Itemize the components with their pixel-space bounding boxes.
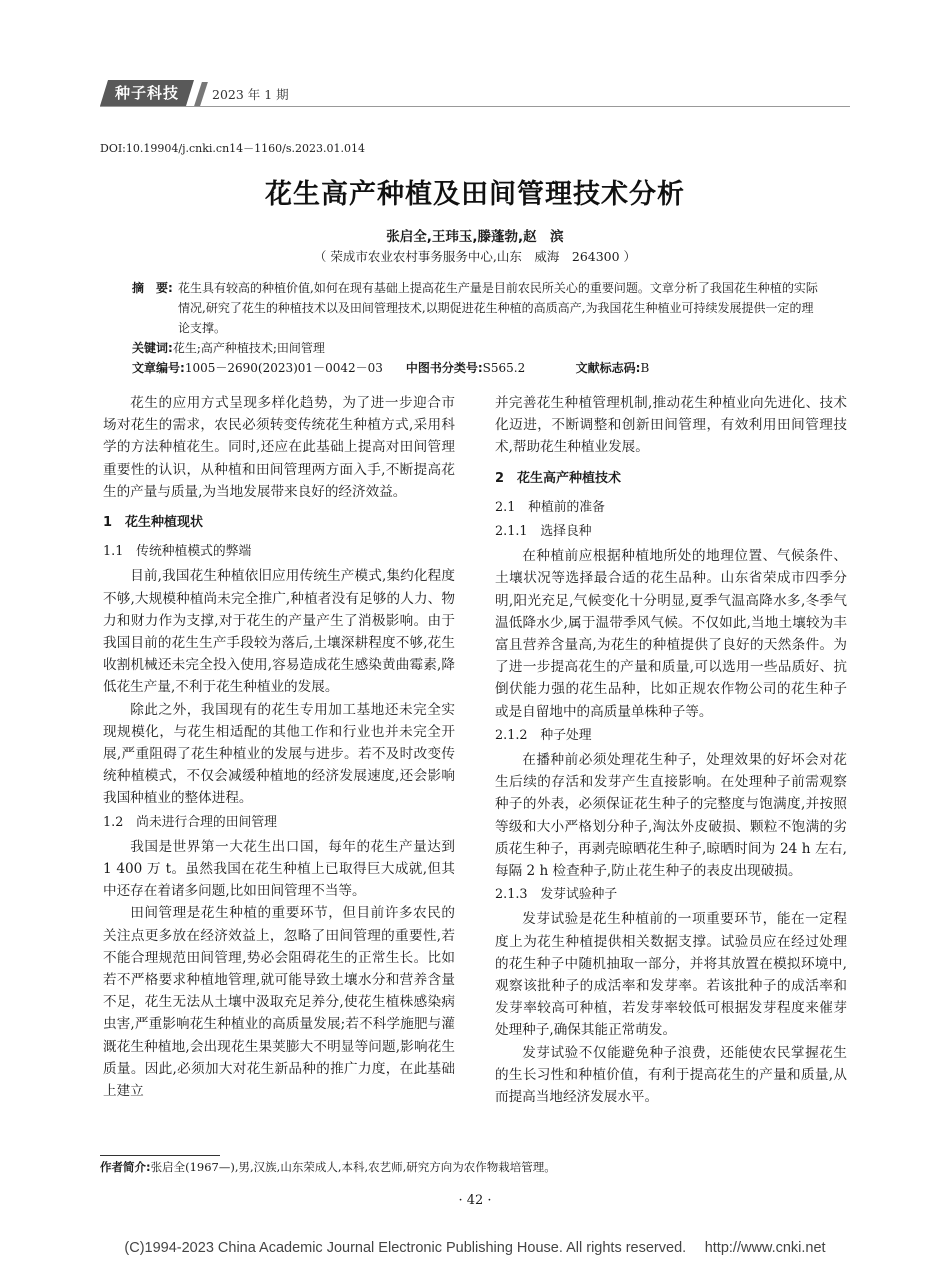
paragraph: 并完善花生种植管理机制,推动花生种植业向先进化、技术化迈进，不断调整和创新田间管理，有效利用田间管理技术,帮助花生种植业发展。 — [495, 395, 847, 456]
section-heading: 1 花生种植现状 — [103, 515, 204, 531]
right-column — [495, 392, 847, 1108]
footnote-label: 作者简介: — [100, 1160, 151, 1174]
doi: DOI:10.19904/j.cnki.cn14－1160/s.2023.01.014 — [100, 142, 365, 155]
document-code-value: B — [640, 361, 650, 375]
affiliation: （ 荣成市农业农村事务服务中心,山东 威海 264300 ） — [313, 249, 637, 264]
paragraph: 发芽试验是花生种植前的一项重要环节，能在一定程度上为花生种植提供相关数据支撑。试验员应在经过处理的花生种子中随机抽取一部分，并将其放置在模拟环境中,观察该批种子的成活率和发芽率。若该批种子的成活率和发芽率较高可种植，若发芽率较低可根据发芽程度来催芽处理种子,确保其能正常萌发。 — [495, 911, 847, 1039]
paragraph: 花生的应用方式呈现多样化趋势，为了进一步迎合市场对花生的需求，农民必须转变传统花生种植方式,采用科学的方法种植花生。同时,还应在此基础上提高对田间管理重要性的认识，从种植和田间管理两方面入手,不断提高花生的产量与质量,为当地发展带来良好的经济效益。 — [103, 395, 455, 500]
keywords-text: 花生;高产种植技术;田间管理 — [172, 341, 325, 355]
article-number-value: 1005－2690(2023)01－0042－03 — [184, 361, 383, 375]
authors: 张启全,王玮玉,滕蓬勃,赵 滨 — [386, 229, 564, 245]
footnote-text: 张启全(1967—),男,汉族,山东荣成人,本科,农艺师,研究方向为农作物栽培管理。 — [150, 1160, 556, 1174]
paragraph: 发芽试验不仅能避免种子浪费，还能使农民掌握花生的生长习性和种植价值，有利于提高花生的产量和质量,从而提高当地经济发展水平。 — [495, 1044, 847, 1106]
subsection-heading: 2.1.2 种子处理 — [495, 727, 592, 743]
footnote-rule — [100, 1155, 220, 1156]
paragraph: 在播种前必须处理花生种子，处理效果的好坏会对花生后续的存活和发芽产生直接影响。在处理种子前需观察种子的外表，必须保证花生种子的完整度与饱满度,并按照等级和大小严格划分种子,淘汰外皮破损、颗粒不饱满的劣质花生种子，再剥壳晾晒花生种子,晾晒时间为 24 h 左右,每隔 2 h 检查种子,防止花生种子的表皮出现破损。 — [495, 752, 847, 880]
journal-name: 种子科技 — [114, 84, 179, 102]
article-meta — [132, 358, 832, 378]
abstract-label: 摘 要: — [132, 281, 173, 295]
tab-stripe — [194, 82, 208, 106]
abstract-text: 花生具有较高的种植价值,如何在现有基础上提高花生产量是目前农民所关心的重要问题。文章分析了我国花生种植的实际情况,研究了花生的种植技术以及田间管理技术,以期促进花生种植的高质高产,为我国花生种植业可持续发展提供一定的理论支撑。 — [178, 281, 818, 335]
subsection-heading: 1.1 传统种植模式的弊端 — [103, 544, 252, 560]
paragraph: 我国是世界第一大花生出口国，每年的花生产量达到 1 400 万 t。虽然我国在花生种植上已取得巨大成就,但其中还存在着诸多问题,比如田间管理不当等。 — [103, 838, 455, 900]
paragraph: 目前,我国花生种植依旧应用传统生产模式,集约化程度不够,大规模种植尚未完全推广,种植者没有足够的人力、物力和财力作为支撑,对于花生的产量产生了消极影响。由于我国目前的花生生产手段较为落后,土壤深耕程度不够,花生收割机械还未完全投入使用,容易造成花生感染黄曲霉素,降低花生产量,不利于花生种植业的发展。 — [103, 568, 455, 696]
clc-number — [406, 358, 572, 378]
subsection-heading: 2.1.1 选择良种 — [495, 524, 592, 540]
paragraph: 在种植前应根据种植地所处的地理位置、气候条件、土壤状况等选择最合适的花生品种。山东省荣成市四季分明,阳光充足,气候变化十分明显,夏季气温高降水多,冬季气温低降水少,属于温带季风气候。不仅如此,当地土壤较为丰富且营养含量高,为花生的种植提供了良好的天然条件。为了进一步提高花生的产量和质量,可以选用一些品质好、抗倒伏能力强的花生品种，比如正规农作物公司的花生种子或是自留地中的高质量单株种子等。 — [495, 548, 847, 720]
clc-value: S565.2 — [482, 361, 526, 375]
subsection-heading: 1.2 尚未进行合理的田间管理 — [103, 814, 277, 830]
subsection-heading: 2.1.3 发芽试验种子 — [495, 887, 618, 903]
article-number — [132, 358, 402, 378]
paragraph: 除此之外，我国现有的花生专用加工基地还未完全实现规模化，与花生相适配的其他工作和行业也并未完全开展,严重阻碍了花生种植业的发展与进步。若不及时改变传统种植模式，不仅会减缓种植地的经济发展速度,还会影响我国种植业的整体进程。 — [103, 701, 455, 807]
document-code-label: 文献标志码: — [575, 361, 641, 375]
copyright-notice: (C)1994-2023 China Academic Journal Electronic Publishing House. All rights reserved. http://www.cnki.net — [124, 1240, 826, 1256]
article-number-label: 文章编号: — [132, 361, 185, 375]
section-heading: 2 花生高产种植技术 — [495, 470, 622, 486]
document-code — [576, 358, 650, 378]
keywords — [132, 338, 325, 358]
page-number: · 42 · — [458, 1193, 492, 1208]
paragraph: 田间管理是花生种植的重要环节，但目前许多农民的关注点更多放在经济效益上，忽略了田间管理的重要性,若不能合理规范田间管理,势必会阻碍花生的正常生长。比如若不严格要求种植地管理,就可能导致土壤水分和营养含量不足，花生无法从土壤中汲取充足养分,使花生植株感染病虫害,严重影响花生种植业的高质量发展;若不科学施肥与灌溉花生种植地,会出现花生果荚膨大不明显等问题,影响花生质量。因此,必须加大对花生新品种的推广力度，在此基础上建立 — [103, 905, 455, 1100]
subsection-heading: 2.1 种植前的准备 — [495, 499, 605, 515]
journal-header — [100, 80, 850, 106]
clc-label: 中图书分类号: — [405, 361, 483, 375]
abstract — [132, 278, 822, 338]
author-footnote — [100, 1158, 556, 1176]
keywords-label: 关键词: — [132, 341, 173, 355]
issue-number: 2023 年 1 期 — [212, 87, 289, 102]
article-title: 花生高产种植及田间管理技术分析 — [265, 179, 685, 210]
left-column — [103, 392, 455, 1102]
header-rule — [100, 106, 850, 107]
